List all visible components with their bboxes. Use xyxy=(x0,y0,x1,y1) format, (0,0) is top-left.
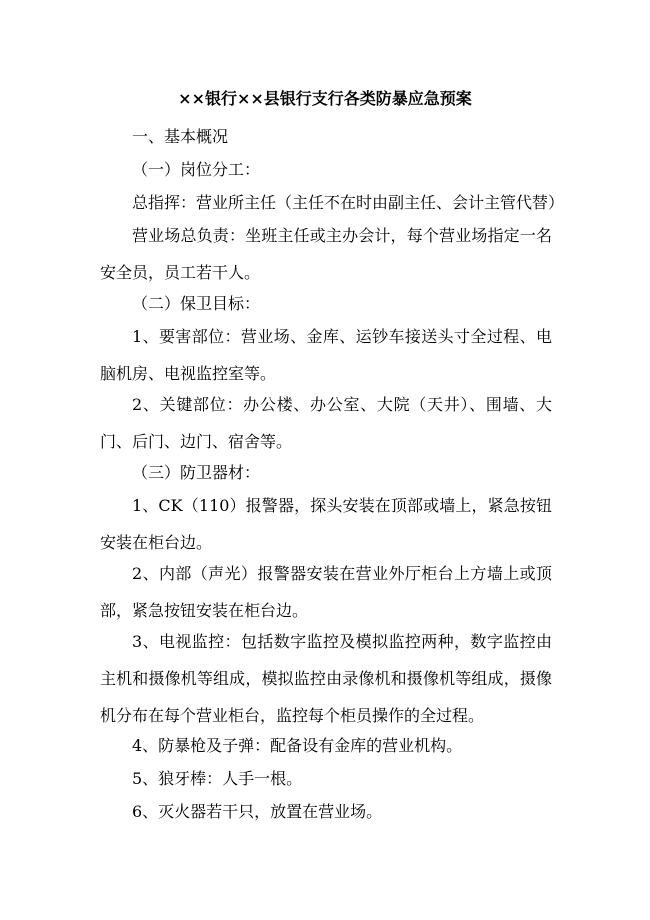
paragraph-business-hall-head: 营业场总负责：坐班主任或主办会计，每个营业场指定一名安全员，员工若干人。 xyxy=(100,226,552,282)
subsection-heading-defense-equipment: （三）防卫器材： xyxy=(132,463,261,482)
paragraph-mace: 5、狼牙棒：人手一根。 xyxy=(132,769,303,788)
subsection-heading-security-targets: （二）保卫目标： xyxy=(132,294,261,313)
paragraph-ck-alarm: 1、CK（110）报警器，探头安装在顶部或墙上，紧急按钮安装在柜台边。 xyxy=(100,496,552,552)
document-title: ××银行××县银行支行各类防暴应急预案 xyxy=(178,89,472,108)
paragraph-riot-gun: 4、防暴枪及子弹：配备设有金库的营业机构。 xyxy=(132,736,463,755)
subsection-heading-job-division: （一）岗位分工： xyxy=(132,160,261,179)
paragraph-fire-extinguishers: 6、灭火器若干只，放置在营业场。 xyxy=(132,802,383,821)
section-heading-basic-overview: 一、基本概况 xyxy=(132,127,229,146)
paragraph-key-locations: 1、要害部位：营业场、金库、运钞车接送头寸全过程、电脑机房、电视监控室等。 xyxy=(100,327,552,383)
paragraph-commander: 总指挥：营业所主任（主任不在时由副主任、会计主管代替） xyxy=(132,193,565,212)
paragraph-internal-alarm: 2、内部（声光）报警器安装在营业外厅柜台上方墙上或顶部，紧急按钮安装在柜台边。 xyxy=(100,564,552,620)
paragraph-video-surveillance: 3、电视监控：包括数字监控及模拟监控两种，数字监控由主机和摄像机等组成，模拟监控由录像机和摄像机等组成，摄像机分布在每个营业柜台，监控每个柜员操作的全过程。 xyxy=(100,632,552,725)
paragraph-critical-locations: 2、关键部位：办公楼、办公室、大院（天井）、围墙、大门、后门、边门、宿舍等。 xyxy=(100,395,552,451)
